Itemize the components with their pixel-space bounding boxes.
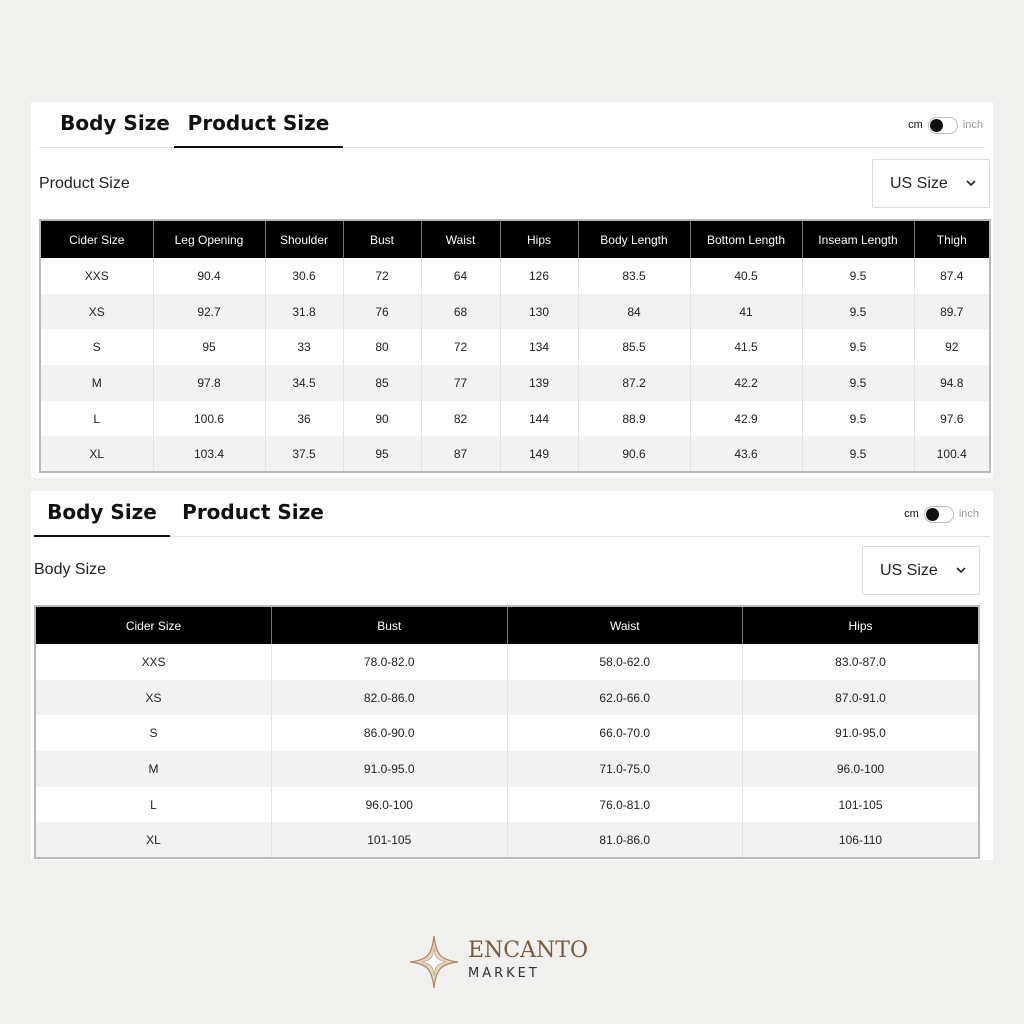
unit-switch[interactable] <box>928 117 958 134</box>
size-tabs <box>34 491 990 537</box>
table-cell: 58.0-62.0 <box>507 644 743 680</box>
table-cell: 85 <box>343 365 421 401</box>
star-logo-icon <box>408 934 460 990</box>
table-cell: 103.4 <box>153 436 265 472</box>
table-cell: 30.6 <box>265 258 343 294</box>
table-cell: 90.6 <box>578 436 690 472</box>
table-cell: 86.0-90.0 <box>272 715 508 751</box>
tab-product-size[interactable]: Product Size <box>174 108 343 148</box>
tab-body-size[interactable]: Body Size <box>60 111 170 135</box>
column-header: Body Length <box>578 221 690 258</box>
table-cell: 81.0-86.0 <box>507 822 743 858</box>
table-cell: 80 <box>343 329 421 365</box>
table-cell: 130 <box>500 294 578 330</box>
table-cell: M <box>36 751 272 787</box>
table-cell: 42.2 <box>690 365 802 401</box>
table-row <box>41 436 989 472</box>
product-size-panel <box>31 102 993 478</box>
column-header: Cider Size <box>36 607 272 644</box>
table-cell: 90 <box>343 401 421 437</box>
table-cell: 97.6 <box>940 411 964 426</box>
table-header-row <box>41 221 989 258</box>
table-cell: XXS <box>36 644 272 680</box>
table-cell: 41.5 <box>690 329 802 365</box>
switch-knob <box>930 119 943 132</box>
column-header: Bust <box>343 221 421 258</box>
table-row <box>41 258 989 294</box>
table-cell: 72 <box>343 258 421 294</box>
column-header: Cider Size <box>41 221 153 258</box>
table-cell: 77 <box>421 365 500 401</box>
size-standard-select[interactable] <box>862 546 980 595</box>
table-cell: 85.5 <box>578 329 690 365</box>
section-title: Product Size <box>39 175 130 192</box>
body-size-panel <box>31 491 993 860</box>
table-cell: 92.7 <box>153 294 265 330</box>
table-cell: 101-105 <box>272 822 508 858</box>
table-cell: 41 <box>690 294 802 330</box>
table-cell: 66.0-70.0 <box>507 715 743 751</box>
table-cell: 64 <box>421 258 500 294</box>
table-cell: 126 <box>500 258 578 294</box>
unit-toggle <box>904 505 979 523</box>
unit-inch-label: inch <box>958 508 979 520</box>
table-cell: 106-110 <box>743 822 979 858</box>
table-cell: 9.5 <box>802 401 914 437</box>
select-value: US Size <box>880 561 938 579</box>
table-cell: 97.8 <box>153 365 265 401</box>
column-header: Waist <box>507 607 743 644</box>
table-cell: 96.0-100 <box>272 787 508 823</box>
column-header: Waist <box>421 221 500 258</box>
table-cell: 82.0-86.0 <box>272 680 508 716</box>
table-cell: 78.0-82.0 <box>272 644 508 680</box>
table-cell: 100.6 <box>153 401 265 437</box>
unit-toggle <box>908 116 983 134</box>
table-cell: 72 <box>421 329 500 365</box>
table-cell: L <box>36 787 272 823</box>
column-header: Hips <box>743 607 979 644</box>
product-size-table <box>39 219 991 473</box>
table-cell: S <box>41 329 153 365</box>
table-cell: 83.0-87.0 <box>835 654 886 669</box>
table-cell: 144 <box>500 401 578 437</box>
unit-cm-label: cm <box>908 119 923 131</box>
table-cell: 139 <box>500 365 578 401</box>
table-cell: 87 <box>421 436 500 472</box>
table-cell: 95 <box>343 436 421 472</box>
table-cell: L <box>41 401 153 437</box>
table-row <box>41 294 989 330</box>
table-cell: 62.0-66.0 <box>507 680 743 716</box>
column-header: Thigh <box>914 221 989 258</box>
table-cell: 87.0-91.0 <box>743 680 979 716</box>
table-cell: 76.0-81.0 <box>507 787 743 823</box>
size-standard-select[interactable] <box>872 159 990 208</box>
table-cell: 84 <box>578 294 690 330</box>
table-cell: 149 <box>500 436 578 472</box>
table-cell: 96.0-100 <box>743 751 979 787</box>
column-header: Bottom Length <box>690 221 802 258</box>
table-cell: 76 <box>343 294 421 330</box>
tab-product-size[interactable]: Product Size <box>182 500 324 524</box>
table-cell: 87.2 <box>578 365 690 401</box>
table-cell: 87.4 <box>940 268 964 283</box>
column-header: Leg Opening <box>153 221 265 258</box>
column-header: Hips <box>500 221 578 258</box>
table-cell: 9.5 <box>802 365 914 401</box>
chevron-down-icon <box>965 177 977 189</box>
table-cell: 9.5 <box>802 294 914 330</box>
switch-knob <box>926 508 939 521</box>
table-cell: XL <box>41 436 153 472</box>
table-cell: 91.0-95.0 <box>272 751 508 787</box>
table-cell: 134 <box>500 329 578 365</box>
table-row <box>36 787 978 823</box>
chevron-down-icon <box>955 564 967 576</box>
table-row <box>36 644 978 680</box>
table-cell: 71.0-75.0 <box>507 751 743 787</box>
table-cell: 43.6 <box>690 436 802 472</box>
table-row <box>36 680 978 716</box>
table-cell: 91.0-95.0 <box>835 726 886 741</box>
table-cell: 40.5 <box>690 258 802 294</box>
table-cell: 37.5 <box>265 436 343 472</box>
table-cell: 92 <box>945 340 959 355</box>
body-size-table <box>34 605 980 859</box>
table-cell: 42.9 <box>690 401 802 437</box>
table-cell: 100.4 <box>914 436 989 472</box>
column-header: Bust <box>272 607 508 644</box>
table-cell: 101-105 <box>838 797 883 812</box>
table-cell: 68 <box>421 294 500 330</box>
table-row <box>41 365 989 401</box>
table-cell: 88.9 <box>578 401 690 437</box>
table-cell: M <box>41 365 153 401</box>
tab-body-size[interactable]: Body Size <box>34 497 170 537</box>
table-cell: 9.5 <box>802 258 914 294</box>
table-row <box>36 751 978 787</box>
column-header: Shoulder <box>265 221 343 258</box>
table-cell: XS <box>36 680 272 716</box>
table-cell: XS <box>41 294 153 330</box>
size-tabs <box>39 102 985 148</box>
table-cell: XXS <box>41 258 153 294</box>
brand-logo <box>408 934 598 990</box>
table-header-row <box>36 607 978 644</box>
table-cell: 83.5 <box>578 258 690 294</box>
unit-switch[interactable] <box>924 506 954 523</box>
table-cell: 31.8 <box>265 294 343 330</box>
select-value: US Size <box>890 174 948 192</box>
table-cell: XL <box>36 822 272 858</box>
table-cell: 94.8 <box>914 365 989 401</box>
table-cell: 34.5 <box>265 365 343 401</box>
section-title: Body Size <box>34 561 107 578</box>
table-row <box>41 329 989 365</box>
table-row <box>36 822 978 858</box>
table-row <box>36 715 978 751</box>
table-cell: 9.5 <box>802 329 914 365</box>
table-cell: 90.4 <box>153 258 265 294</box>
table-row <box>41 401 989 437</box>
table-cell: 95 <box>153 329 265 365</box>
brand-subtitle: MARKET <box>468 966 540 981</box>
table-cell: 36 <box>265 401 343 437</box>
table-cell: 9.5 <box>802 436 914 472</box>
unit-inch-label: inch <box>962 119 983 131</box>
table-cell: 89.7 <box>914 294 989 330</box>
table-cell: 82 <box>421 401 500 437</box>
unit-cm-label: cm <box>904 508 919 520</box>
brand-name: ENCANTO <box>468 938 588 963</box>
table-cell: 33 <box>265 329 343 365</box>
table-cell: S <box>36 715 272 751</box>
column-header: Inseam Length <box>802 221 914 258</box>
